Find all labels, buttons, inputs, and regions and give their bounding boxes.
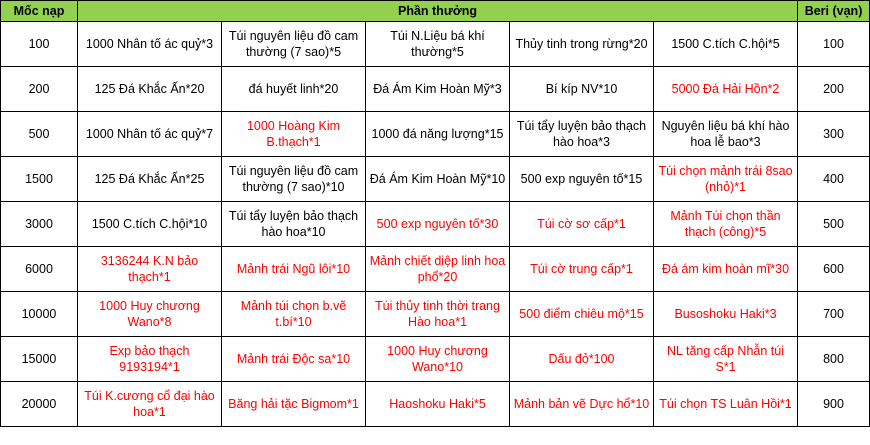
beri-cell[interactable]: 600 xyxy=(798,247,870,292)
reward-cell[interactable]: Túi cờ trung cấp*1 xyxy=(510,247,654,292)
table-row xyxy=(1,382,870,427)
beri-cell[interactable]: 100 xyxy=(798,22,870,67)
reward-cell[interactable]: Túi nguyên liệu đồ cam thường (7 sao)*10 xyxy=(222,157,366,202)
reward-cell[interactable]: Túi K.cương cổ đại hào hoa*1 xyxy=(78,382,222,427)
beri-cell[interactable]: 900 xyxy=(798,382,870,427)
moc-nap-cell[interactable]: 20000 xyxy=(1,382,78,427)
table-row xyxy=(1,292,870,337)
reward-cell[interactable]: Mảnh bản vẽ Dực hổ*10 xyxy=(510,382,654,427)
beri-cell[interactable]: 800 xyxy=(798,337,870,382)
reward-cell[interactable]: Busoshoku Haki*3 xyxy=(654,292,798,337)
reward-cell[interactable]: Mảnh Túi chọn thần thạch (công)*5 xyxy=(654,202,798,247)
reward-cell[interactable]: 1000 Huy chương Wano*8 xyxy=(78,292,222,337)
reward-cell[interactable]: Mảnh túi chọn b.vẽ t.bí*10 xyxy=(222,292,366,337)
reward-cell[interactable]: 500 điểm chiêu mộ*15 xyxy=(510,292,654,337)
reward-cell[interactable]: Thủy tinh trong rừng*20 xyxy=(510,22,654,67)
reward-cell[interactable]: Túi N.Liệu bá khí thường*5 xyxy=(366,22,510,67)
header-phan-thuong[interactable]: Phần thưởng xyxy=(78,1,798,22)
reward-cell[interactable]: Mảnh chiết diệp linh hoa phổ*20 xyxy=(366,247,510,292)
table-row xyxy=(1,67,870,112)
reward-cell[interactable]: Túi chọn mảnh trái 8sao (nhỏ)*1 xyxy=(654,157,798,202)
reward-cell[interactable]: 3136244 K.N bảo thạch*1 xyxy=(78,247,222,292)
moc-nap-cell[interactable]: 1500 xyxy=(1,157,78,202)
reward-cell[interactable]: Túi tẩy luyện bảo thạch hào hoa*3 xyxy=(510,112,654,157)
header-moc-nap[interactable]: Mốc nạp xyxy=(1,1,78,22)
moc-nap-cell[interactable]: 3000 xyxy=(1,202,78,247)
reward-cell[interactable]: Túi thủy tinh thời trang Hào hoa*1 xyxy=(366,292,510,337)
reward-cell[interactable]: 1000 Nhân tố ác quỷ*7 xyxy=(78,112,222,157)
moc-nap-cell[interactable]: 100 xyxy=(1,22,78,67)
table-row xyxy=(1,337,870,382)
reward-cell[interactable]: NL tăng cấp Nhẫn túi S*1 xyxy=(654,337,798,382)
reward-cell[interactable]: 1000 Huy chương Wano*10 xyxy=(366,337,510,382)
reward-cell[interactable]: 1000 Hoàng Kim B.thạch*1 xyxy=(222,112,366,157)
table-row xyxy=(1,157,870,202)
reward-cell[interactable]: Mảnh trái Ngũ lôi*10 xyxy=(222,247,366,292)
moc-nap-cell[interactable]: 500 xyxy=(1,112,78,157)
moc-nap-cell[interactable]: 200 xyxy=(1,67,78,112)
moc-nap-cell[interactable]: 15000 xyxy=(1,337,78,382)
table-row xyxy=(1,247,870,292)
reward-cell[interactable]: Túi tẩy luyện bảo thạch hào hoa*10 xyxy=(222,202,366,247)
reward-cell[interactable]: Dấu đỏ*100 xyxy=(510,337,654,382)
reward-cell[interactable]: Đá Ám Kim Hoàn Mỹ*10 xyxy=(366,157,510,202)
reward-cell[interactable]: đá huyết linh*20 xyxy=(222,67,366,112)
reward-cell[interactable]: 1500 C.tích C.hội*10 xyxy=(78,202,222,247)
beri-cell[interactable]: 400 xyxy=(798,157,870,202)
reward-cell[interactable]: 5000 Đá Hải Hồn*2 xyxy=(654,67,798,112)
moc-nap-cell[interactable]: 6000 xyxy=(1,247,78,292)
reward-cell[interactable]: Nguyên liệu bá khí hào hoa lễ bao*3 xyxy=(654,112,798,157)
beri-cell[interactable]: 300 xyxy=(798,112,870,157)
beri-cell[interactable]: 200 xyxy=(798,67,870,112)
beri-cell[interactable]: 700 xyxy=(798,292,870,337)
reward-cell[interactable]: Đá Ám Kim Hoàn Mỹ*3 xyxy=(366,67,510,112)
reward-cell[interactable]: Đá ám kim hoàn mĩ*30 xyxy=(654,247,798,292)
moc-nap-cell[interactable]: 10000 xyxy=(1,292,78,337)
reward-cell[interactable]: Túi cờ sơ cấp*1 xyxy=(510,202,654,247)
reward-cell[interactable]: Exp bảo thạch 9193194*1 xyxy=(78,337,222,382)
beri-cell[interactable]: 500 xyxy=(798,202,870,247)
header-row xyxy=(1,1,870,22)
reward-cell[interactable]: 1500 C.tích C.hội*5 xyxy=(654,22,798,67)
reward-cell[interactable]: 1000 Nhân tố ác quỷ*3 xyxy=(78,22,222,67)
table-row xyxy=(1,112,870,157)
table-row xyxy=(1,202,870,247)
reward-cell[interactable]: Bí kíp NV*10 xyxy=(510,67,654,112)
reward-cell[interactable]: 1000 đá năng lượng*15 xyxy=(366,112,510,157)
reward-cell[interactable]: Mảnh trái Độc sa*10 xyxy=(222,337,366,382)
reward-cell[interactable]: Haoshoku Haki*5 xyxy=(366,382,510,427)
reward-cell[interactable]: 500 exp nguyên tố*30 xyxy=(366,202,510,247)
reward-cell[interactable]: 125 Đá Khắc Ấn*20 xyxy=(78,67,222,112)
table-row xyxy=(1,22,870,67)
reward-cell[interactable]: Túi nguyên liệu đồ cam thường (7 sao)*5 xyxy=(222,22,366,67)
reward-cell[interactable]: Băng hải tặc Bigmom*1 xyxy=(222,382,366,427)
reward-cell[interactable]: 500 exp nguyên tố*15 xyxy=(510,157,654,202)
reward-cell[interactable]: Túi chọn TS Luân Hồi*1 xyxy=(654,382,798,427)
header-beri[interactable]: Beri (vạn) xyxy=(798,1,870,22)
reward-cell[interactable]: 125 Đá Khắc Ấn*25 xyxy=(78,157,222,202)
